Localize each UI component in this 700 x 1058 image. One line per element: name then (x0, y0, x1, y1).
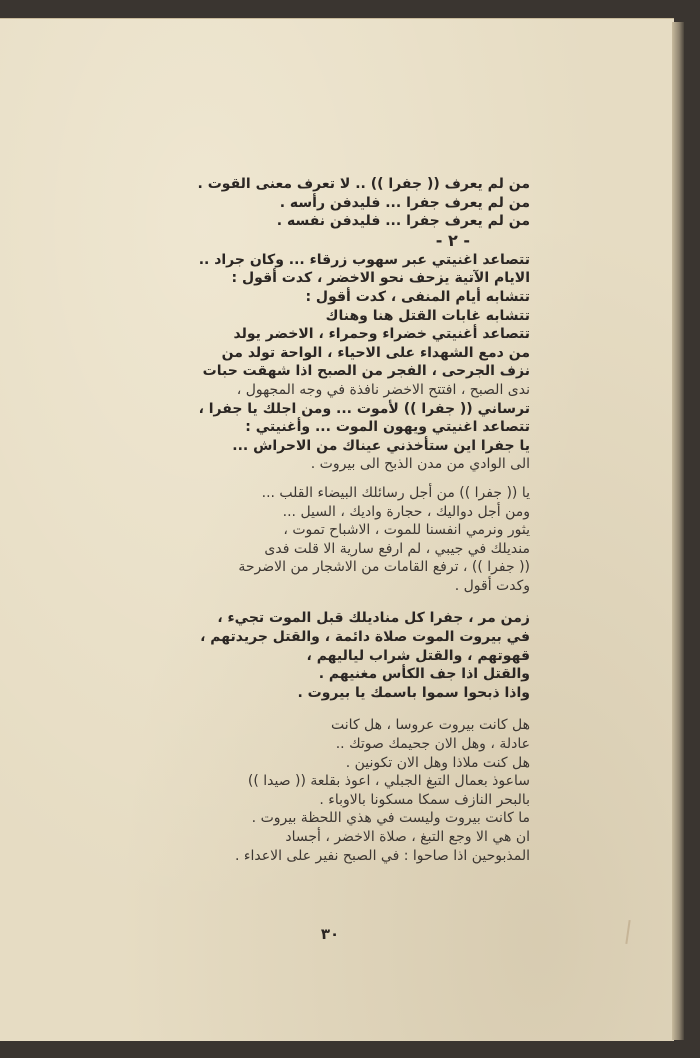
poem-line: تتصاعد اغنيتي ويهون الموت ... وأغنيتي : (245, 419, 530, 436)
poem-line: من لم يعرف جفرا ... فليدفن رأسه . (279, 194, 530, 211)
poem-line: يثور ونرمي انفسنا للموت ، الاشباح تموت ، (283, 522, 530, 539)
poem-line: منديلك في جيبي ، لم ارفع سارية الا قلت فدى (264, 540, 530, 557)
poem-line: تتصاعد اغنيتي عبر سهوب زرقاء ... وكان جراد .. (198, 251, 530, 268)
poem-line: يا جفرا اين ستأخذني عيناك من الاحراش ... (232, 437, 530, 454)
poem-line: الى الوادي من مدن الذبح الى بيروت . (310, 456, 530, 473)
stanza-gap (30, 702, 530, 716)
poem-line: تتشابه غابات القتل هنا وهناك (325, 307, 530, 324)
poem-line: ندى الصبح ، افتتح الاخضر نافذة في وجه المجهول ، (236, 381, 530, 398)
poem-line: المذبوحين اذا صاحوا : في الصبح نفير على الاعداء . (235, 847, 530, 864)
poem-line: ساعوذ بعمال التبغ الجبلي ، اعوذ بقلعة (( صيدا )) (247, 773, 530, 790)
poem-line: زمن مر ، جفرا كل مناديلك قبل الموت تجيء ، (217, 610, 530, 627)
poem-line: في بيروت الموت صلاة دائمة ، والقتل جريدتهم ، (200, 629, 530, 646)
poem-line: نزف الجرحى ، الفجر من الصبح اذا شهقت حبات (202, 363, 530, 380)
poem-line: ما كانت بيروت وليست في هذي اللحظة بيروت . (251, 810, 530, 827)
page-edge-shadow (672, 22, 684, 1040)
poem-line: بالبحر النازف سمكا مسكونا بالاوباء . (319, 791, 530, 808)
page-number: ٣٠ (320, 925, 340, 943)
poem-line: واذا ذبحوا سموا باسمك يا بيروت . (297, 684, 530, 701)
poem-line: من لم يعرف (( جفرا )) .. لا تعرف معنى القوت . (197, 176, 530, 192)
poem-line: ترساني (( جفرا )) لأموت ... ومن اجلك يا جفرا ، (198, 400, 530, 417)
poem-line: عادلة ، وهل الان جحيمك صوتك .. (335, 736, 530, 753)
poem-line: تتصاعد أغنيتي خضراء وحمراء ، الاخضر يولد (233, 326, 530, 343)
poem-line: (( جفرا )) ، ترفع القامات من الاشجار من الاضرحة (238, 559, 530, 576)
poem-line: الايام الآتية يزحف نحو الاخضر ، كدت أقول : (231, 270, 530, 287)
poem-line: هل كانت بيروت عروسا ، هل كانت (331, 717, 530, 734)
section-marker: - ٢ - (435, 230, 470, 250)
poem-line: وكدت أقول . (454, 577, 530, 594)
poem-line: يا (( جفرا )) من أجل رسائلك البيضاء القلب ... (261, 484, 530, 501)
poem-line: والقتل اذا جف الكأس مغنيهم . (318, 666, 530, 683)
poem-line: من دمع الشهداء على الاحياء ، الواحة تولد من (221, 344, 530, 361)
poem-line: ان هي الا وجع التبغ ، صلاة الاخضر ، أجساد (285, 829, 530, 845)
poem-line: هل كنت ملاذا وهل الان تكونين . (345, 754, 530, 771)
stanza-gap (30, 595, 530, 609)
poem-line: تتشابه أيام المنفى ، كدت أقول : (305, 288, 530, 305)
poem-line: من لم يعرف جفرا ... فليدفن نفسه . (276, 213, 530, 230)
poem-line: ومن أجل دواليك ، حجارة واديك ، السيل ... (282, 503, 530, 520)
poem-text (30, 175, 530, 865)
stanza-gap (30, 474, 530, 484)
poem-line: قهوتهم ، والقتل شراب لياليهم ، (306, 647, 530, 664)
